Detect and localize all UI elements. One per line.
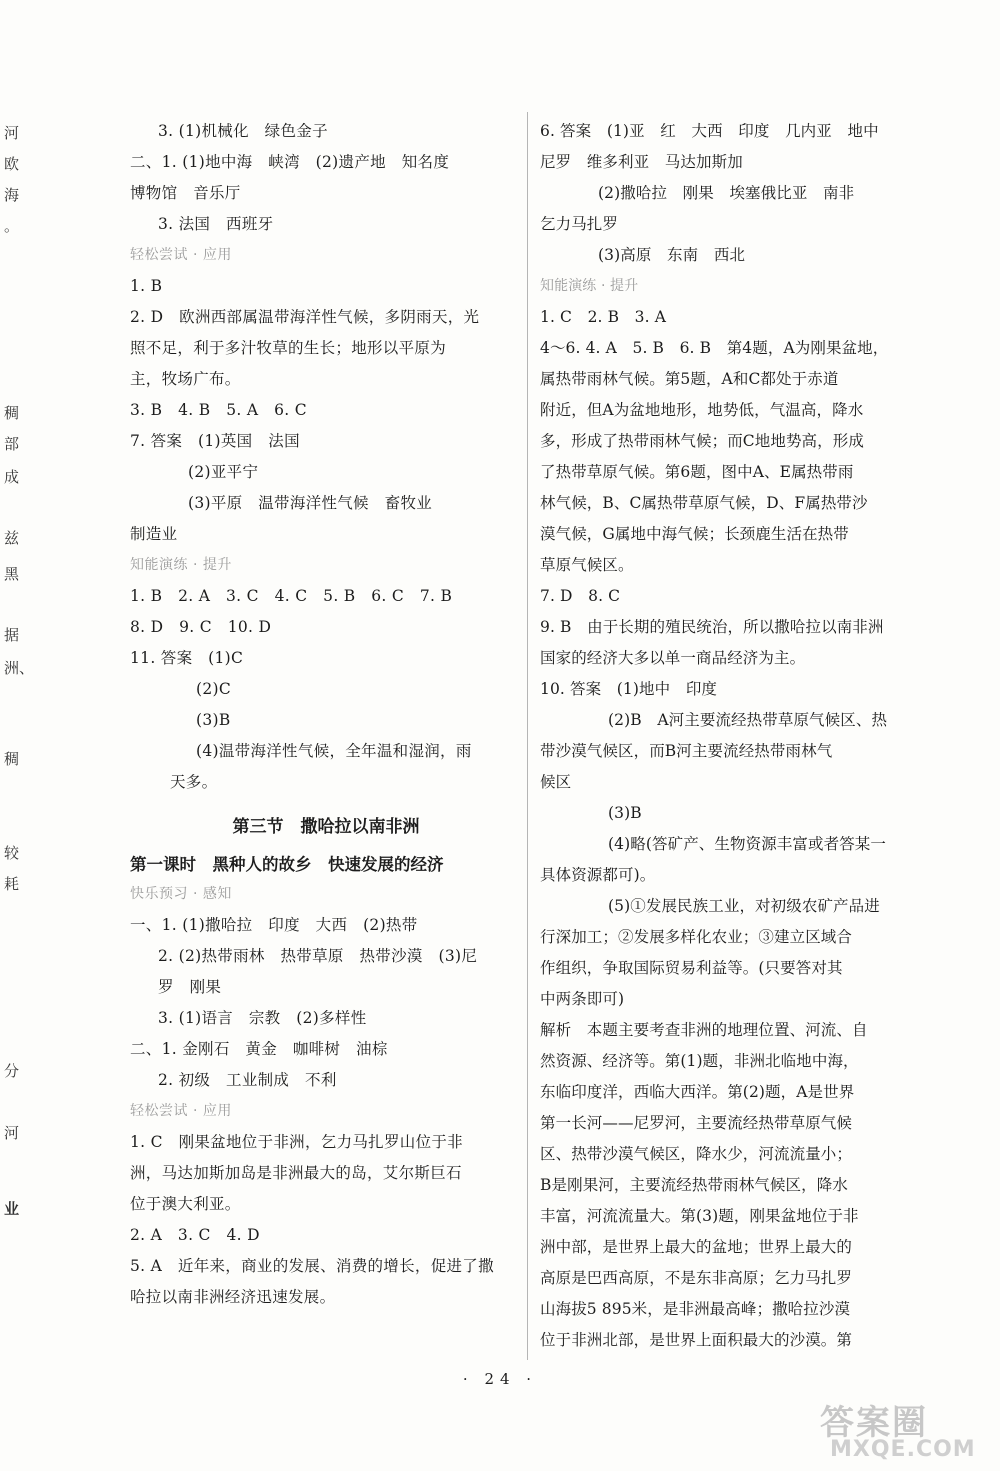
answer-line: 10. 答案 (1)地中 印度 — [540, 680, 718, 698]
lesson-title: 第一课时 黑种人的故乡 快速发展的经济 — [130, 855, 444, 874]
analysis-line: 洲中部，是世界上最大的盆地；世界上最大的 — [540, 1238, 853, 1256]
answer-line: 二、1. (1)地中海 峡湾 (2)遗产地 知名度 — [130, 153, 450, 171]
answer-line: 作组织，争取国际贸易利益等。(只要答对其 — [540, 959, 843, 977]
answer-line: (2)撒哈拉 刚果 埃塞俄比亚 南非 — [598, 184, 855, 202]
answer-line: 位于澳大利亚。 — [130, 1195, 241, 1213]
edge-fragment: 河 — [4, 1124, 20, 1142]
answer-line: (2)C — [196, 680, 232, 698]
analysis-line: 丰富，河流流量大。第(3)题，刚果盆地位于非 — [540, 1207, 859, 1225]
answer-line: 6. 答案 (1)亚 红 大西 印度 几内亚 地中 — [540, 122, 879, 140]
answer-line: 乞力马扎罗 — [540, 215, 619, 233]
answer-line: 5. A 近年来，商业的发展、消费的增长，促进了撒 — [130, 1257, 494, 1275]
answer-line: 制造业 — [130, 525, 178, 543]
answer-line: 天多。 — [170, 773, 218, 791]
answer-line: 照不足，利于多汁牧草的生长；地形以平原为 — [130, 339, 447, 357]
edge-fragment: 耗 — [4, 875, 20, 893]
answer-line: 11. 答案 (1)C — [130, 649, 244, 667]
analysis-line: 高原是巴西高原，不是东非高原；乞力马扎罗 — [540, 1269, 853, 1287]
section-label: 知能演练 · 提升 — [130, 557, 232, 573]
answer-line: (3)平原 温带海洋性气候 畜牧业 — [188, 494, 433, 512]
answer-line: 具体资源都可)。 — [540, 866, 656, 884]
answer-line: 1. B — [130, 277, 163, 295]
analysis-line: 然资源、经济等。第(1)题，非洲北临地中海， — [540, 1052, 859, 1070]
edge-fragment: 黑 — [4, 565, 20, 583]
answer-line: (3)B — [196, 711, 231, 729]
section-title: 第三节 撒哈拉以南非洲 — [232, 817, 420, 837]
edge-fragment: 河 — [4, 124, 20, 142]
answer-line: 草原气候区。 — [540, 556, 634, 574]
answer-line: 3. (1)机械化 绿色金子 — [158, 122, 328, 140]
right-column — [540, 116, 918, 1356]
answer-line: 3. 法国 西班牙 — [158, 215, 274, 233]
analysis-line: B是刚果河，主要流经热带雨林气候区，降水 — [540, 1176, 848, 1194]
answer-line: 7. D 8. C — [540, 587, 621, 605]
answer-line: 8. D 9. C 10. D — [130, 618, 272, 636]
edge-fragment: 部 — [4, 435, 20, 453]
answer-line: 9. B 由于长期的殖民统治，所以撒哈拉以南非洲 — [540, 618, 884, 636]
answer-line: 洲，马达加斯加岛是非洲最大的岛，艾尔斯巨石 — [130, 1164, 462, 1182]
answer-line: (4)温带海洋性气候，全年温和湿润，雨 — [196, 742, 472, 760]
section-label: 知能演练 · 提升 — [540, 278, 639, 294]
edge-fragment: 兹 — [4, 529, 20, 547]
answer-line: 林气候，B、C属热带草原气候，D、F属热带沙 — [540, 494, 868, 512]
analysis-line: 解析 本题主要考查非洲的地理位置、河流、自 — [540, 1021, 868, 1039]
section-label: 快乐预习 · 感知 — [130, 886, 232, 902]
answer-line: 附近，但A为盆地地形，地势低，气温高，降水 — [540, 401, 864, 419]
answer-line: (3)高原 东南 西北 — [598, 246, 746, 264]
answer-line: 二、1. 金刚石 黄金 咖啡树 油棕 — [130, 1040, 388, 1058]
edge-fragment: 洲、 — [4, 659, 35, 677]
edge-fragment: 成 — [4, 468, 20, 486]
column-divider — [527, 112, 528, 1360]
analysis-line: 位于非洲北部，是世界上面积最大的沙漠。第 — [540, 1331, 853, 1349]
answer-line: 尼罗 维多利亚 马达加斯加 — [540, 153, 743, 171]
edge-fragment: 欧 — [4, 155, 20, 173]
answer-line: 罗 刚果 — [158, 978, 222, 996]
answer-line: 国家的经济大多以单一商品经济为主。 — [540, 649, 806, 667]
answer-line: 1. B 2. A 3. C 4. C 5. B 6. C 7. B — [130, 587, 453, 605]
answer-line: 漠气候，G属地中海气候；长颈鹿生活在热带 — [540, 525, 849, 543]
answer-line: 2. D 欧洲西部属温带海洋性气候，多阴雨天，光 — [130, 308, 480, 326]
answer-line: 2. (2)热带雨林 热带草原 热带沙漠 (3)尼 — [158, 947, 478, 965]
analysis-line: 第一长河——尼罗河，主要流经热带草原气候 — [540, 1114, 853, 1132]
edge-fragment: 较 — [4, 844, 20, 862]
edge-fragment: 分 — [4, 1062, 20, 1080]
edge-fragment: 稠 — [4, 750, 20, 768]
answer-line: 中两条即可) — [540, 990, 625, 1008]
analysis-line: 山海拔5 895米，是非洲最高峰；撒哈拉沙漠 — [540, 1300, 851, 1318]
answer-line: 主，牧场广布。 — [130, 370, 241, 388]
answer-line: 1. C 刚果盆地位于非洲，乞力马扎罗山位于非 — [130, 1133, 463, 1151]
answer-line: 2. A 3. C 4. D — [130, 1226, 260, 1244]
answer-line: 博物馆 音乐厅 — [130, 184, 241, 202]
page-number: · 24 · — [462, 1370, 538, 1388]
answer-line: 4～6. 4. A 5. B 6. B 第4题，A为刚果盆地， — [540, 339, 889, 357]
edge-fragment: 海 — [4, 186, 20, 204]
answer-line: 哈拉以南非洲经济迅速发展。 — [130, 1288, 336, 1306]
answer-line: 带沙漠气候区，而B河主要流经热带雨林气 — [540, 742, 833, 760]
answer-line: (2)B A河主要流经热带草原气候区、热 — [608, 711, 888, 729]
analysis-line: 区、热带沙漠气候区，降水少，河流流量小； — [540, 1145, 853, 1163]
left-column — [130, 116, 522, 1313]
edge-fragment: 业 — [4, 1200, 20, 1218]
answer-line: (3)B — [608, 804, 642, 822]
section-label: 轻松尝试 · 应用 — [130, 1103, 232, 1119]
answer-line: 3. B 4. B 5. A 6. C — [130, 401, 307, 419]
answer-line: (2)亚平宁 — [188, 463, 259, 481]
answer-line: (5)①发展民族工业，对初级农矿产品进 — [608, 897, 880, 915]
answer-line: 1. C 2. B 3. A — [540, 308, 666, 326]
edge-fragment: 。 — [4, 217, 20, 235]
answer-line: 一、1. (1)撒哈拉 印度 大西 (2)热带 — [130, 916, 418, 934]
edge-fragment: 据 — [4, 626, 20, 644]
answer-line: 多，形成了热带雨林气候；而C地地势高，形成 — [540, 432, 864, 450]
edge-fragment: 稠 — [4, 404, 20, 422]
answer-line: 候区 — [540, 773, 572, 791]
answer-line: 3. (1)语言 宗教 (2)多样性 — [158, 1009, 367, 1027]
answer-line: 行深加工；②发展多样化农业；③建立区域合 — [540, 928, 853, 946]
answer-line: (4)略(答矿产、生物资源丰富或者答某一 — [608, 835, 887, 853]
answer-line: 7. 答案 (1)英国 法国 — [130, 432, 300, 450]
answer-line: 属热带雨林气候。第5题，A和C都处于赤道 — [540, 370, 839, 388]
watermark-url: MXQE.COM — [830, 1437, 976, 1462]
answer-line: 2. 初级 工业制成 不利 — [158, 1071, 337, 1089]
watermark-logo-text: 答案圈 — [820, 1403, 928, 1443]
section-label: 轻松尝试 · 应用 — [130, 247, 232, 263]
answer-line: 了热带草原气候。第6题，图中A、E属热带雨 — [540, 463, 854, 481]
analysis-line: 东临印度洋，西临大西洋。第(2)题，A是世界 — [540, 1083, 855, 1101]
watermark-logo — [800, 1395, 990, 1465]
